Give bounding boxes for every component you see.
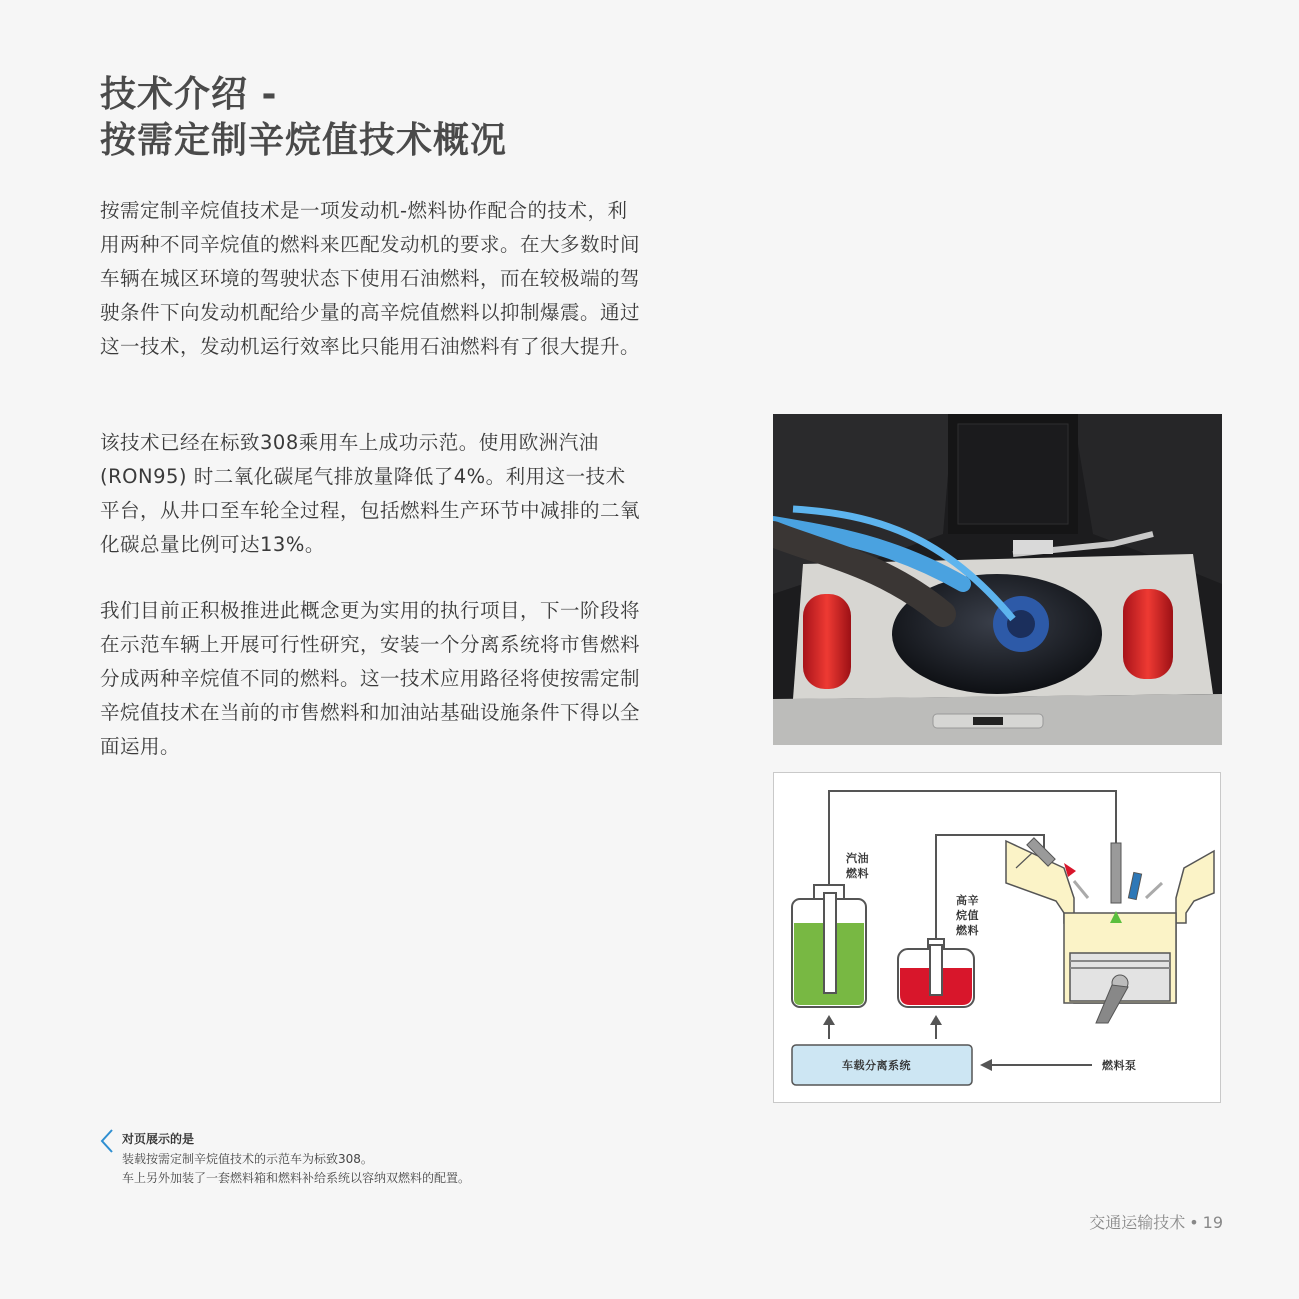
high-octane-fuel-label: 高辛 烷值 燃料 xyxy=(956,894,979,937)
gasoline-fuel-label: 汽油 燃料 xyxy=(846,852,869,880)
paragraph-1 xyxy=(100,194,645,364)
caption-title: 对页展示的是 xyxy=(122,1132,195,1146)
bullet-icon: • xyxy=(1189,1213,1199,1232)
page-title xyxy=(100,72,507,164)
paragraph-1-text: 按需定制辛烷值技术是一项发动机-燃料协作配合的技术，利用两种不同辛烷值的燃料来匹配发动机的要求。在大多数时间车辆在城区环境的驾驶状态下使用石油燃料，而在较极端的驾驶条件下向发动机配给少量的高辛烷值燃料以抑制爆震。通过这一技术，发动机运行效率比只能用石油燃料有了很大提升。 xyxy=(100,199,641,358)
paragraph-3 xyxy=(100,594,645,764)
fuel-pump-label: 燃料泵 xyxy=(1102,1059,1137,1072)
caption-line-2: 车上另外加装了一套燃料箱和燃料补给系统以容纳双燃料的配置。 xyxy=(122,1171,471,1185)
title-line-2: 按需定制辛烷值技术概况 xyxy=(100,120,508,161)
footer-section: 交通运输技术 xyxy=(1089,1213,1186,1232)
car-trunk-photo xyxy=(773,414,1222,745)
title-line-1: 技术介绍 - xyxy=(100,74,278,115)
car-trunk-illustration xyxy=(773,414,1222,745)
paragraph-2 xyxy=(100,426,645,562)
separator-label: 车载分离系统 xyxy=(842,1059,911,1072)
page-footer xyxy=(1089,1210,1223,1233)
paragraph-3-text: 我们目前正积极推进此概念更为实用的执行项目，下一阶段将在示范车辆上开展可行性研究，安装一个分离系统将市售燃料分成两种辛烷值不同的燃料。这一技术应用路径将使按需定制辛烷值技术在当前的市售燃料和加油站基础设施条件下得以全面运用。 xyxy=(100,599,641,758)
caption-line-1: 装载按需定制辛烷值技术的示范车为标致308。 xyxy=(122,1152,373,1166)
chevron-left-icon xyxy=(100,1128,114,1158)
paragraph-2-text: 该技术已经在标致308乘用车上成功示范。使用欧洲汽油 (RON95) 时二氧化碳尾气排放量降低了4%。利用这一技术平台，从井口至车轮全过程，包括燃料生产环节中减排的二氧化碳总量比例可达13%。 xyxy=(100,431,641,556)
dual-fuel-diagram xyxy=(773,772,1221,1103)
dual-fuel-schematic xyxy=(774,773,1222,1104)
page-number: 19 xyxy=(1202,1213,1223,1232)
